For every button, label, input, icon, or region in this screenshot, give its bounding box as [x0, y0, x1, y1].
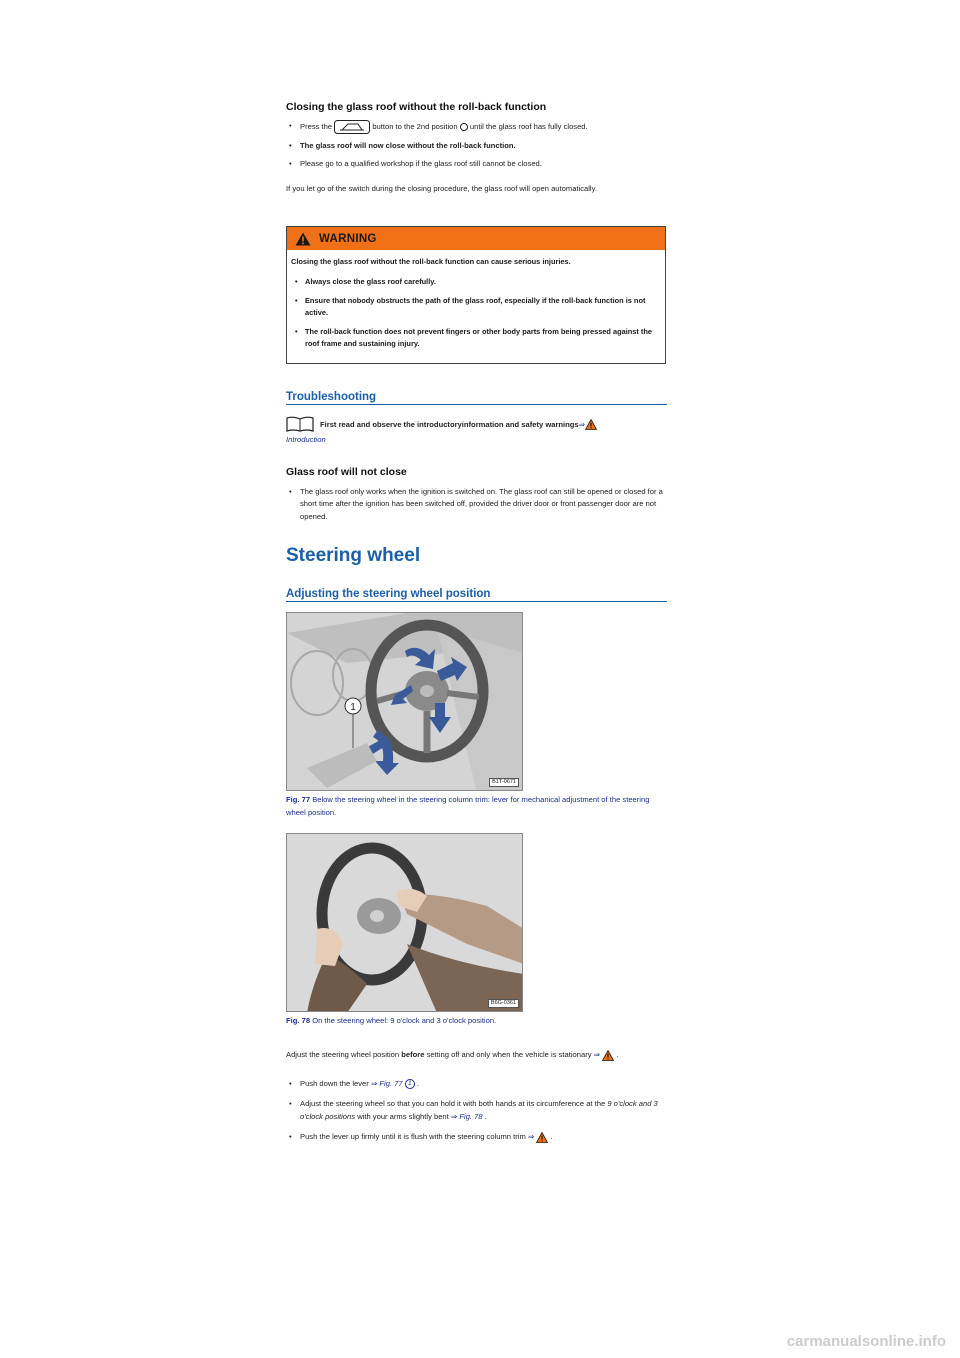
closing-steps [286, 120, 667, 171]
warning-item: • Ensure that nobody obstructs the path of the glass roof, especially if the roll-back function is not active. [291, 295, 657, 318]
warning-label: WARNING [319, 232, 377, 245]
figure-77-image [286, 612, 523, 791]
figure-id: B6G-0361 [488, 999, 519, 1008]
figure-77-caption: Fig. 77 Below the steering wheel in the steering column trim: lever for mechanical adjustment of the steering wheel position. [286, 795, 650, 817]
steering-lever-illustration [287, 613, 523, 791]
warning-triangle-icon [295, 232, 311, 246]
adjust-steps [286, 1078, 667, 1144]
section-heading-closing: Closing the glass roof without the roll-back function [286, 101, 547, 113]
warning-header [287, 227, 665, 250]
section-heading-troubleshooting: Troubleshooting [286, 391, 667, 405]
fig-77-link[interactable]: ⇒ Fig. 77 [370, 1079, 403, 1088]
glass-roof-not-close-heading: Glass roof will not close [286, 466, 407, 478]
chapter-title: Steering wheel [286, 545, 421, 566]
figure-78-caption: Fig. 78 On the steering wheel: 9 o'clock and 3 o'clock position. [286, 1016, 497, 1025]
warning-item: • The roll-back function does not prevent fingers or other body parts from being pressed against the roof frame and sustaining injury. [291, 326, 657, 349]
warning-box [286, 226, 666, 364]
warning-triangle-icon[interactable] [602, 1050, 614, 1061]
warning-triangle-icon[interactable] [536, 1132, 548, 1143]
fig-78-link[interactable]: ⇒ Fig. 78 [450, 1111, 483, 1121]
list-item: • The glass roof only works when the ignition is switched on. The glass roof can still be opened or closed for a short time after the ignition has been switched off, provided the driver door or front passenger door are not opened. [286, 486, 667, 523]
warning-intro: Closing the glass roof without the roll-back function can cause serious injuries. [291, 257, 571, 266]
adjust-intro: Adjust the steering wheel position before setting off and only when the vehicle is stationary ⇒ . [286, 1050, 619, 1059]
figure-id: B1T-0671 [489, 778, 519, 787]
warning-triangle-icon [585, 419, 597, 430]
roof-switch-icon [334, 120, 370, 134]
list-item: • Push down the lever ⇒ Fig. 77 1 . [286, 1078, 667, 1090]
arrow: ⇒ [593, 1050, 601, 1059]
introduction-link[interactable]: Introduction [286, 435, 326, 444]
section-heading-adjusting: Adjusting the steering wheel position [286, 588, 667, 602]
release-note: If you let go of the switch during the closing procedure, the glass roof will open automatically. [286, 184, 597, 193]
footer-watermark: carmanualsonline.info [786, 1333, 946, 1350]
list-item: • Press the button to the 2nd position until the glass roof has fully closed. [286, 120, 667, 134]
list-item: • Push the lever up firmly until it is flush with the steering column trim ⇒ . [286, 1131, 667, 1143]
figure-78-image [286, 833, 523, 1012]
callout-1-icon: 1 [405, 1079, 415, 1089]
arrow: ⇒ [527, 1132, 535, 1142]
read-first-note [286, 416, 667, 444]
list-item: • Adjust the steering wheel so that you can hold it with both hands at its circumference at the 9 o'clock and 3 o'clock positions with your arms slightly bent ⇒ Fig. 78 . [286, 1098, 667, 1123]
arrow: ⇒ [578, 419, 586, 429]
list-item: • The glass roof will now close without the roll-back function. [286, 140, 667, 152]
read-first-text: First read and observe the introductoryinformation and safety warnings [320, 419, 579, 429]
position-2-icon [460, 123, 468, 131]
hands-on-wheel-illustration [287, 834, 523, 1012]
warning-item: • Always close the glass roof carefully. [291, 276, 657, 288]
figure-callout-1: 1 [350, 702, 356, 713]
book-icon [286, 416, 314, 432]
list-item: • Please go to a qualified workshop if the glass roof still cannot be closed. [286, 158, 667, 170]
